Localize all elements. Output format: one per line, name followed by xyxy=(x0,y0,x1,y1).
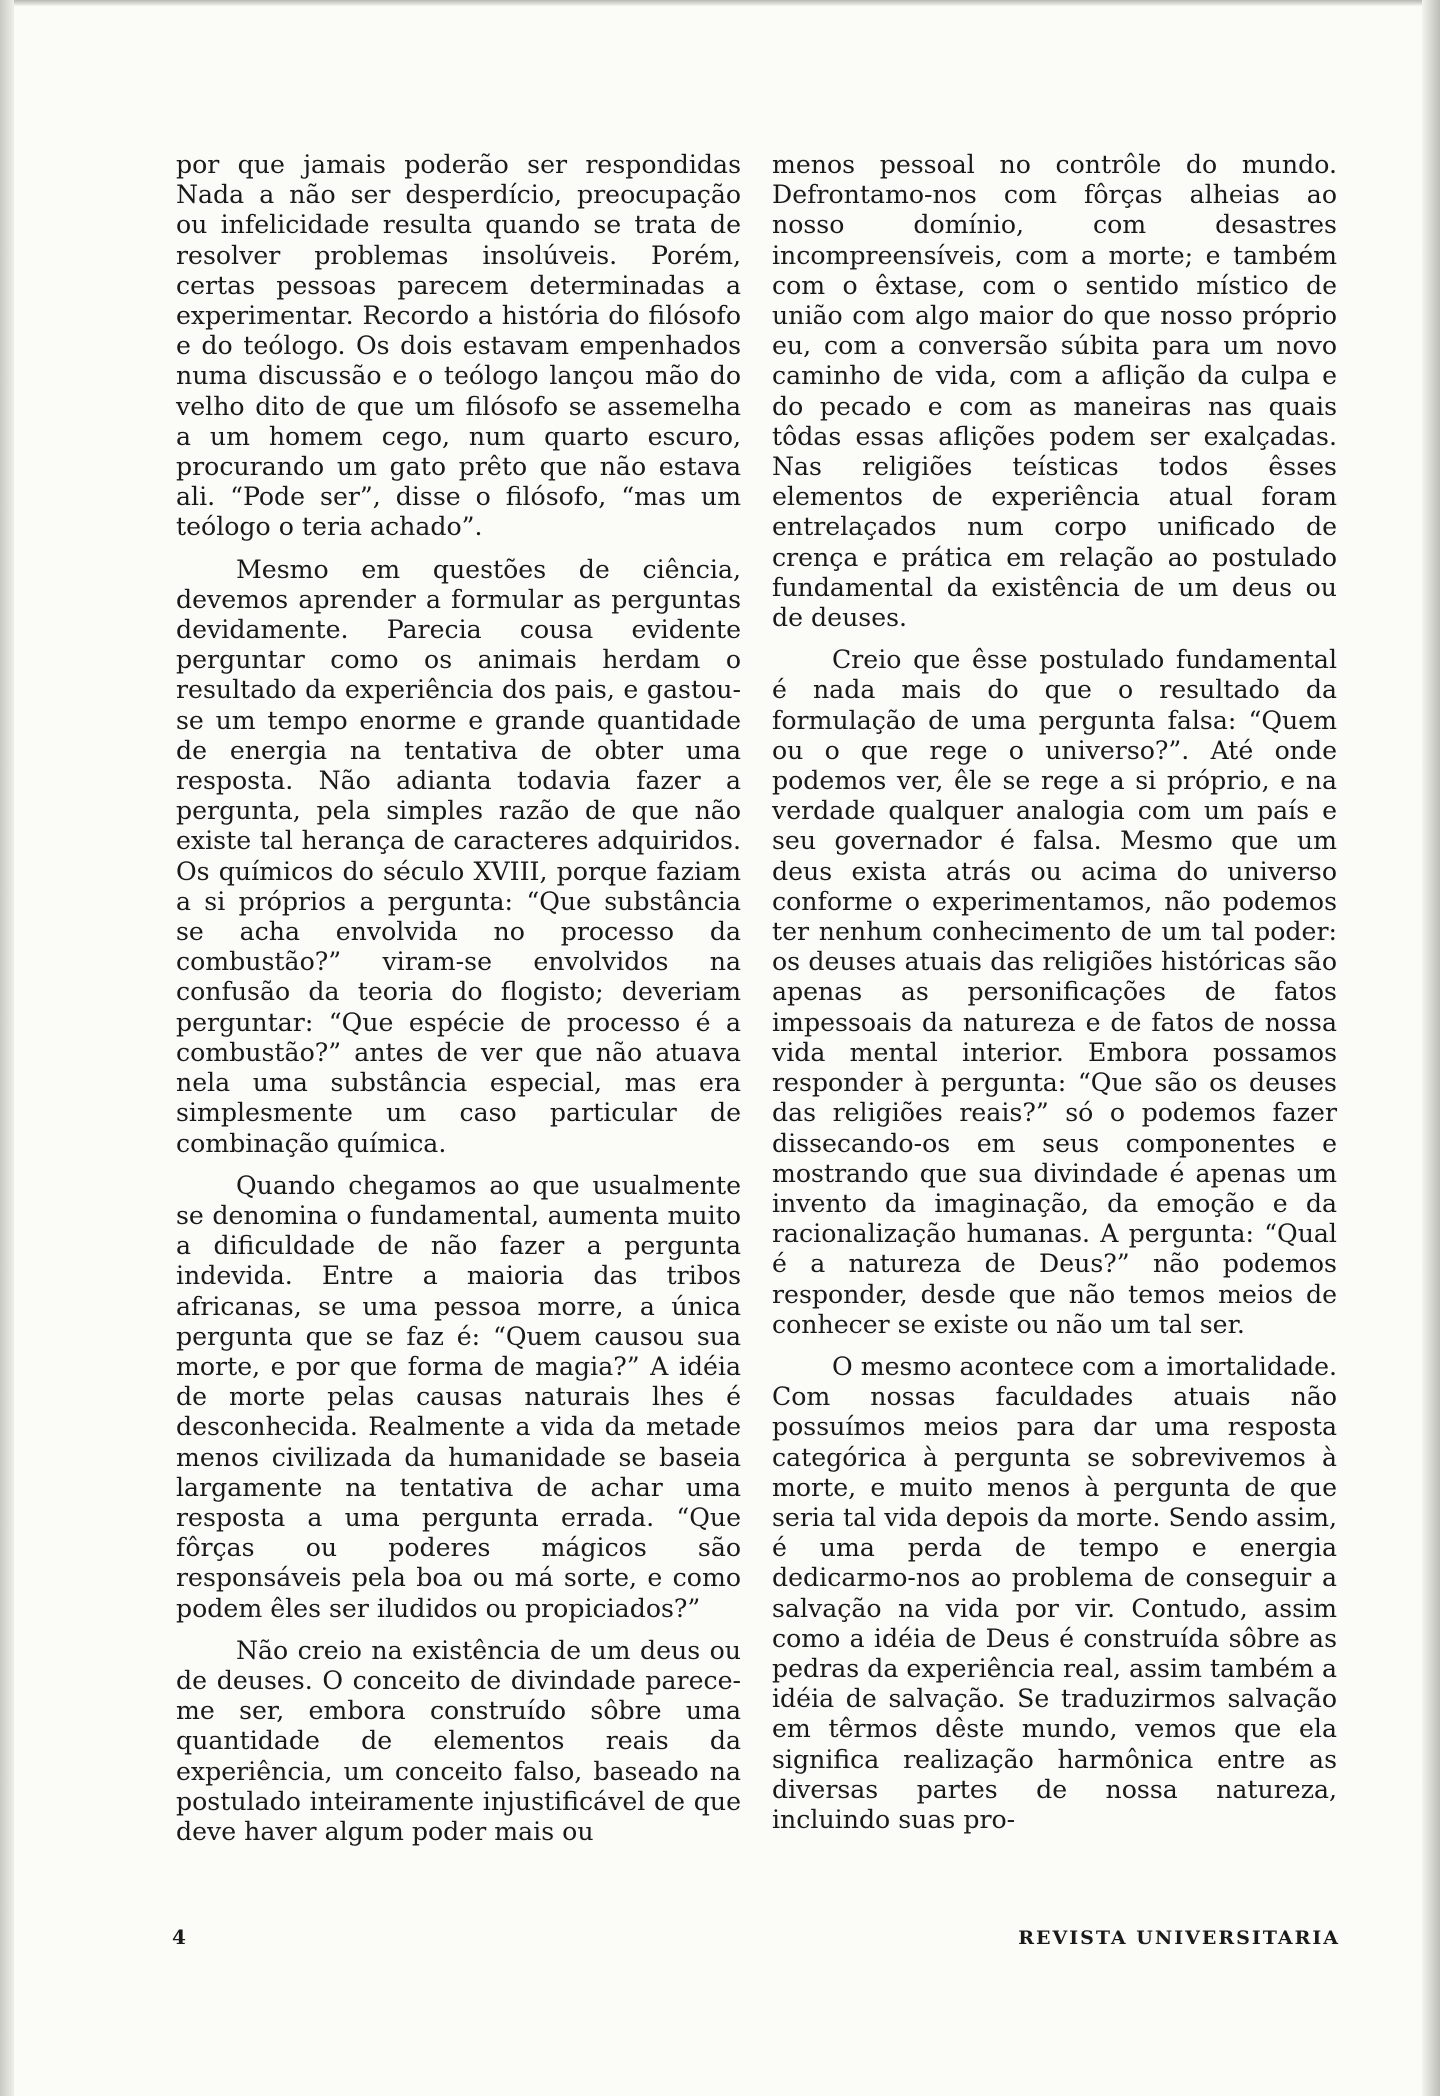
left-column xyxy=(176,150,741,1920)
scan-edge-top xyxy=(0,0,1440,6)
page-footer xyxy=(0,1925,1440,1955)
right-column xyxy=(772,150,1337,1920)
scan-edge-right xyxy=(1422,0,1440,2096)
paragraph: Creio que êsse postulado fundamental é nada mais do que o resultado da formulação de uma pergunta falsa: “Quem ou o que rege o universo?”. Até onde podemos ver, êle se rege a si próprio, e na verdade qualquer analogia com um país e seu governador é falsa. Mesmo que um deus exista atrás ou acima do universo conforme o experimentamos, não podemos ter nenhum conhecimento de um tal poder: os deuses atuais das religiões históricas são apenas as personificações de fatos impessoais da natureza e de fatos de nossa vida mental interior. Embora possamos responder à pergunta: “Que são os deuses das religiões reais?” só o podemos fazer dissecando-os em seus componentes e mostrando que sua divindade é apenas um invento da imaginação, da emoção e da racionalização humanas. A pergunta: “Qual é a natureza de Deus?” não podemos responder, desde que não temos meios de conhecer se existe ou não um tal ser. xyxy=(772,645,1337,1339)
paragraph: menos pessoal no contrôle do mundo. Defrontamo-nos com fôrças alheias ao nosso domínio, com desastres incompreensíveis, com a morte; e também com o êxtase, com o sentido místico de união com algo maior do que nosso próprio eu, com a conversão súbita para um novo caminho de vida, com a aflição da culpa e do pecado e com as maneiras nas quais tôdas essas aflições podem ser exalçadas. Nas religiões teísticas todos êsses elementos de experiência atual foram entrelaçados num corpo unificado de crença e prática em relação ao postulado fundamental da existência de um deus ou de deuses. xyxy=(772,150,1337,633)
paragraph: por que jamais poderão ser respondidas Nada a não ser desperdício, preocupação ou infelicidade resulta quando se trata de resolver problemas insolúveis. Porém, certas pessoas parecem determinadas a experimentar. Recordo a história do filósofo e do teólogo. Os dois estavam empenhados numa discussão e o teólogo lançou mão do velho dito de que um filósofo se assemelha a um homem cego, num quarto escuro, procurando um gato prêto que não estava ali. “Pode ser”, disse o filósofo, “mas um teólogo o teria achado”. xyxy=(176,150,741,542)
scan-edge-left xyxy=(0,0,14,2096)
paragraph: Não creio na existência de um deus ou de deuses. O conceito de divindade parece-me ser, embora construído sôbre uma quantidade de elementos reais da experiência, um conceito falso, baseado na postulado inteiramente injustificável de que deve haver algum poder mais ou xyxy=(176,1635,741,1846)
paragraph: Mesmo em questões de ciência, devemos aprender a formular as perguntas devidamente. Parecia cousa evidente perguntar como os animais herdam o resultado da experiência dos pais, e gastou-se um tempo enorme e grande quantidade de energia na tentativa de obter uma resposta. Não adianta todavia fazer a pergunta, pela simples razão de que não existe tal herança de caracteres adquiridos. Os químicos do século XVIII, porque faziam a si próprios a pergunta: “Que substância se acha envolvida no processo da combustão?” viram-se envolvidos na confusão da teoria do flogisto; deveriam perguntar: “Que espécie de processo é a combustão?” antes de ver que não atuava nela uma substância especial, mas era simplesmente um caso particular de combinação química. xyxy=(176,554,741,1158)
paragraph: Quando chegamos ao que usualmente se denomina o fundamental, aumenta muito a dificuldade de não fazer a pergunta indevida. Entre a maioria das tribos africanas, se uma pessoa morre, a única pergunta que se faz é: “Quem causou sua morte, e por que forma de magia?” A idéia de morte pelas causas naturais lhes é desconhecida. Realmente a vida da metade menos civilizada da humanidade se baseia largamente na tentativa de achar uma resposta a uma pergunta errada. “Que fôrças ou poderes mágicos são responsáveis pela boa ou má sorte, e como podem êles ser iludidos ou propiciados?” xyxy=(176,1170,741,1623)
journal-name: REVISTA UNIVERSITARIA xyxy=(1018,1927,1340,1949)
paragraph: O mesmo acontece com a imortalidade. Com nossas faculdades atuais não possuímos meios para dar uma resposta categórica à pergunta se sobrevivemos à morte, e muito menos à pergunta de que seria tal vida depois da morte. Sendo assim, é uma perda de tempo e energia dedicarmo-nos ao problema de conseguir a salvação na vida por vir. Contudo, assim como a idéia de Deus é construída sôbre as pedras da experiência real, assim também a idéia de salvação. Se traduzirmos salvação em têrmos dêste mundo, vemos que ela significa realização harmônica entre as diversas partes de nossa natureza, incluindo suas pro- xyxy=(772,1351,1337,1834)
page-number: 4 xyxy=(172,1925,186,1949)
